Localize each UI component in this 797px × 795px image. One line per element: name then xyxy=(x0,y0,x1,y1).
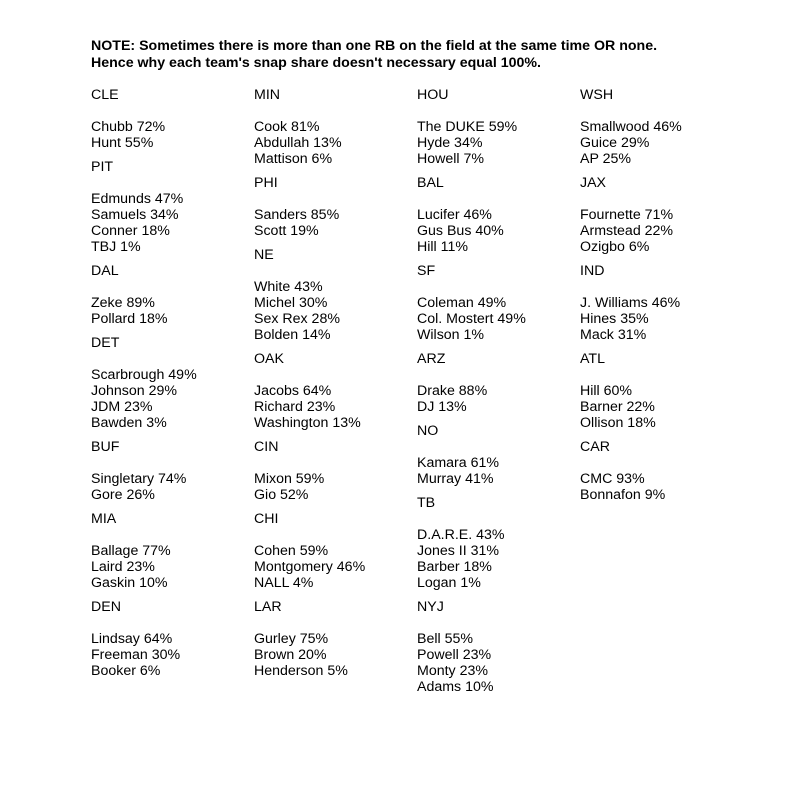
team-name: CLE xyxy=(91,87,119,103)
team-block-tb xyxy=(417,495,577,591)
team-name: NYJ xyxy=(417,599,444,615)
team-block-hou xyxy=(417,87,577,167)
player-entry: Jacobs 64% xyxy=(254,383,332,399)
player-entry: Singletary 74% xyxy=(91,471,187,487)
player-entry: Col. Mostert 49% xyxy=(417,311,526,327)
team-column-3 xyxy=(417,87,577,703)
player-entry: Ollison 18% xyxy=(580,415,656,431)
note-line-2: Hence why each team's snap share doesn't necessary equal 100%. xyxy=(91,55,541,71)
team-name: PIT xyxy=(91,159,114,175)
team-block-atl xyxy=(580,351,740,431)
team-name: BAL xyxy=(417,175,444,191)
team-name: DET xyxy=(91,335,120,351)
player-entry: Jones II 31% xyxy=(417,543,500,559)
team-column-2 xyxy=(254,87,414,687)
player-entry: Wilson 1% xyxy=(417,327,485,343)
player-entry: Brown 20% xyxy=(254,647,327,663)
player-entry: Chubb 72% xyxy=(91,119,166,135)
player-entry: Gaskin 10% xyxy=(91,575,168,591)
team-block-no xyxy=(417,423,577,487)
team-block-arz xyxy=(417,351,577,415)
team-block-cle xyxy=(91,87,251,151)
team-block-cin xyxy=(254,439,414,503)
player-entry: Montgomery 46% xyxy=(254,559,366,575)
team-block-lar xyxy=(254,599,414,679)
player-entry: Hill 11% xyxy=(417,239,468,255)
team-block-min xyxy=(254,87,414,167)
player-entry: Smallwood 46% xyxy=(580,119,682,135)
player-entry: JDM 23% xyxy=(91,399,153,415)
player-entry: Pollard 18% xyxy=(91,311,168,327)
team-name: MIA xyxy=(91,511,117,527)
note-paragraph xyxy=(91,38,657,72)
team-block-sf xyxy=(417,263,577,343)
player-entry: CMC 93% xyxy=(580,471,645,487)
player-entry: Mack 31% xyxy=(580,327,647,343)
player-entry: Cohen 59% xyxy=(254,543,329,559)
player-entry: Coleman 49% xyxy=(417,295,507,311)
player-entry: Cook 81% xyxy=(254,119,320,135)
player-entry: Scott 19% xyxy=(254,223,319,239)
team-block-ind xyxy=(580,263,740,343)
team-block-pit xyxy=(91,159,251,255)
player-entry: Guice 29% xyxy=(580,135,650,151)
team-name: TB xyxy=(417,495,436,511)
player-entry: Conner 18% xyxy=(91,223,170,239)
team-name: ATL xyxy=(580,351,605,367)
team-name: BUF xyxy=(91,439,120,455)
player-entry: Hunt 55% xyxy=(91,135,154,151)
player-entry: Barber 18% xyxy=(417,559,492,575)
player-entry: Hill 60% xyxy=(580,383,633,399)
player-entry: Abdullah 13% xyxy=(254,135,342,151)
player-entry: Mattison 6% xyxy=(254,151,333,167)
player-entry: Gio 52% xyxy=(254,487,309,503)
player-entry: Bawden 3% xyxy=(91,415,167,431)
player-entry: Murray 41% xyxy=(417,471,494,487)
team-name: HOU xyxy=(417,87,449,103)
team-block-bal xyxy=(417,175,577,255)
team-name: CAR xyxy=(580,439,610,455)
player-entry: Lucifer 46% xyxy=(417,207,492,223)
player-entry: Washington 13% xyxy=(254,415,361,431)
team-block-oak xyxy=(254,351,414,431)
player-entry: Michel 30% xyxy=(254,295,328,311)
player-entry: Hyde 34% xyxy=(417,135,483,151)
player-entry: Hines 35% xyxy=(580,311,649,327)
player-entry: Howell 7% xyxy=(417,151,485,167)
player-entry: TBJ 1% xyxy=(91,239,141,255)
team-name: JAX xyxy=(580,175,607,191)
player-entry: Edmunds 47% xyxy=(91,191,184,207)
player-entry: Adams 10% xyxy=(417,679,494,695)
team-block-den xyxy=(91,599,251,679)
player-entry: Gore 26% xyxy=(91,487,155,503)
team-name: DAL xyxy=(91,263,119,279)
team-block-dal xyxy=(91,263,251,327)
player-entry: Kamara 61% xyxy=(417,455,500,471)
team-block-car xyxy=(580,439,740,503)
player-entry: The DUKE 59% xyxy=(417,119,518,135)
player-entry: Armstead 22% xyxy=(580,223,674,239)
player-entry: Fournette 71% xyxy=(580,207,674,223)
player-entry: J. Williams 46% xyxy=(580,295,681,311)
team-name: LAR xyxy=(254,599,282,615)
player-entry: Bell 55% xyxy=(417,631,473,647)
player-entry: Henderson 5% xyxy=(254,663,348,679)
team-name: ARZ xyxy=(417,351,446,367)
team-column-4 xyxy=(580,87,740,511)
player-entry: Bolden 14% xyxy=(254,327,331,343)
player-entry: Ozigbo 6% xyxy=(580,239,650,255)
player-entry: Monty 23% xyxy=(417,663,488,679)
player-entry: Zeke 89% xyxy=(91,295,155,311)
player-entry: Richard 23% xyxy=(254,399,336,415)
player-entry: Ballage 77% xyxy=(91,543,171,559)
team-block-buf xyxy=(91,439,251,503)
player-entry: Gurley 75% xyxy=(254,631,329,647)
team-name: CIN xyxy=(254,439,279,455)
team-block-nyj xyxy=(417,599,577,695)
player-entry: Sex Rex 28% xyxy=(254,311,340,327)
player-entry: Logan 1% xyxy=(417,575,481,591)
team-block-jax xyxy=(580,175,740,255)
note-line-1: NOTE: Sometimes there is more than one RB on the field at the same time OR none. xyxy=(91,38,658,54)
player-entry: Booker 6% xyxy=(91,663,161,679)
team-name: NE xyxy=(254,247,274,263)
player-entry: Samuels 34% xyxy=(91,207,179,223)
player-entry: Laird 23% xyxy=(91,559,155,575)
player-entry: Bonnafon 9% xyxy=(580,487,666,503)
team-block-det xyxy=(91,335,251,431)
player-entry: Lindsay 64% xyxy=(91,631,173,647)
team-name: PHI xyxy=(254,175,278,191)
team-column-1 xyxy=(91,87,251,687)
team-name: OAK xyxy=(254,351,284,367)
player-entry: Powell 23% xyxy=(417,647,492,663)
player-entry: Gus Bus 40% xyxy=(417,223,504,239)
player-entry: Freeman 30% xyxy=(91,647,181,663)
team-name: DEN xyxy=(91,599,121,615)
player-entry: Barner 22% xyxy=(580,399,655,415)
player-entry: D.A.R.E. 43% xyxy=(417,527,505,543)
team-name: NO xyxy=(417,423,439,439)
team-block-chi xyxy=(254,511,414,591)
team-block-phi xyxy=(254,175,414,239)
team-name: IND xyxy=(580,263,605,279)
player-entry: White 43% xyxy=(254,279,323,295)
team-block-ne xyxy=(254,247,414,343)
player-entry: Johnson 29% xyxy=(91,383,177,399)
player-entry: AP 25% xyxy=(580,151,632,167)
player-entry: Scarbrough 49% xyxy=(91,367,197,383)
team-name: WSH xyxy=(580,87,614,103)
player-entry: DJ 13% xyxy=(417,399,467,415)
team-name: MIN xyxy=(254,87,281,103)
player-entry: Drake 88% xyxy=(417,383,488,399)
team-block-mia xyxy=(91,511,251,591)
team-block-wsh xyxy=(580,87,740,167)
team-name: SF xyxy=(417,263,436,279)
player-entry: Mixon 59% xyxy=(254,471,325,487)
player-entry: NALL 4% xyxy=(254,575,314,591)
team-name: CHI xyxy=(254,511,279,527)
player-entry: Sanders 85% xyxy=(254,207,340,223)
